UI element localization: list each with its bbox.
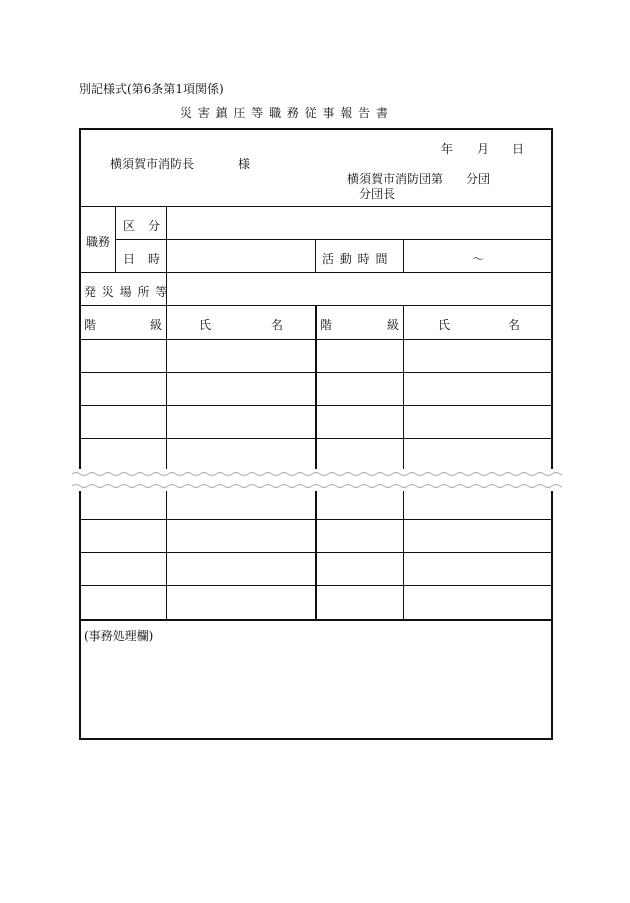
category-label-b: 分: [148, 219, 161, 233]
name-header-b-right: 名: [508, 318, 521, 332]
rule-category-bottom: [115, 239, 553, 240]
rule-roster-col-1: [166, 305, 167, 619]
name-header-a-left: 氏: [199, 318, 212, 332]
rank-header-a-right: 階: [320, 318, 333, 332]
date-day: 日: [512, 142, 525, 156]
sender-brigade: 横須賀市消防団第: [347, 172, 444, 186]
rule-roster-col-3: [403, 305, 404, 619]
date-month: 月: [477, 142, 490, 156]
form-reference: 別記様式(第6条第1項関係): [79, 82, 224, 96]
rule-duty-label-col: [115, 206, 116, 272]
omission-wave-icon: [72, 469, 562, 491]
rule-datetime-bottom: [79, 272, 553, 273]
rank-header-a-left: 階: [84, 318, 97, 332]
addressee-honorific: 様: [238, 157, 251, 171]
sender-division: 分団: [466, 172, 491, 186]
addressee-name: 横須賀市消防長: [110, 157, 195, 171]
activity-time-tilde: 〜: [472, 252, 485, 266]
rank-header-b-right: 級: [387, 318, 400, 332]
location-label: 発 災 場 所 等: [84, 285, 169, 299]
date-year: 年: [441, 142, 454, 156]
datetime-label-b: 時: [148, 252, 161, 266]
datetime-label-a: 日: [123, 252, 136, 266]
duty-label: 職務: [86, 235, 111, 249]
rule-roster-col-2: [315, 305, 317, 619]
name-header-a-right: 氏: [438, 318, 451, 332]
rule-roster-bottom: [79, 619, 553, 621]
category-label-a: 区: [123, 219, 136, 233]
rule-activity-time-left: [315, 239, 316, 272]
rule-duty-value-col: [166, 206, 167, 272]
rule-header-bottom: [79, 206, 553, 207]
office-use-label: (事務処理欄): [84, 629, 154, 643]
name-header-b-left: 名: [271, 318, 284, 332]
document-title: 災 害 鎮 圧 等 職 務 従 事 報 告 書: [180, 106, 389, 120]
sender-leader: 分団長: [359, 187, 396, 201]
omission-break: [72, 469, 562, 491]
rank-header-b-left: 級: [150, 318, 163, 332]
rule-activity-time-right: [403, 239, 404, 272]
activity-time-label: 活 動 時 間: [322, 252, 389, 266]
